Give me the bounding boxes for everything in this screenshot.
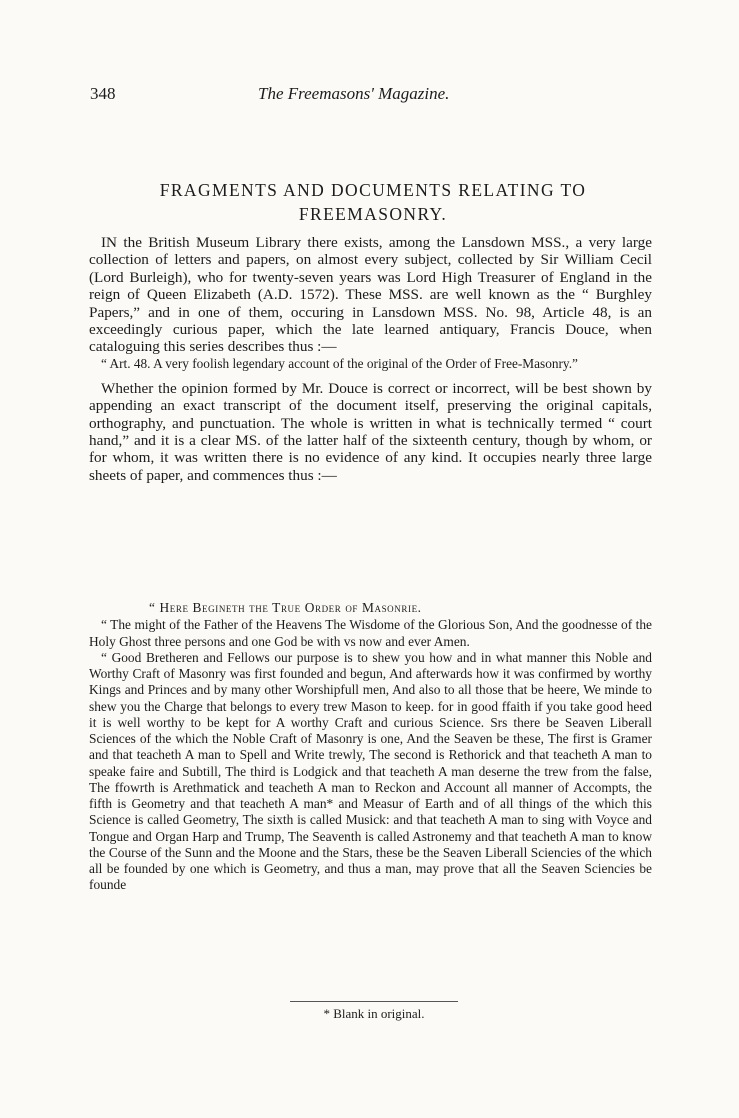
page-header: [90, 84, 650, 106]
article-title-line-1: FRAGMENTS AND DOCUMENTS RELATING TO: [159, 180, 587, 200]
second-paragraph: Whether the opinion formed by Mr. Douce is correct or incorrect, will be best shown by appending an exact transcript of the document itself, preserving the original capitals, orthography, and punctuation. The whole is written in what is technically termed “ court hand,” and it is a clear MS. of the latter half of the sixteenth century, though by whom, or for whom, it was written there is no evidence of any kind. It occupies nearly three large sheets of paper, and commences thus :—: [89, 379, 652, 484]
article-title-line-2: FREEMASONRY.: [298, 204, 448, 224]
running-title: The Freemasons' Magazine.: [258, 84, 450, 103]
transcript-heading: “ Here Begineth the True Order of Masonrie.: [149, 600, 422, 615]
transcript-invocation: “ The might of the Father of the Heavens The Wisdome of the Glorious Son, And the goodnesse of the Holy Ghost three persons and one God be with vs now and ever Amen.: [89, 617, 652, 649]
page-number: 348: [90, 84, 116, 103]
transcript-body: “ Good Bretheren and Fellows our purpose is to shew you how and in what manner this Noble and Worthy Craft of Masonry was first founded and begun, And afterwards how it was confirmed by worthy Kings and Princes and by many other Worshipfull men, And also to all those that be heere, We minde to shew you the Charge that belongs to every trew Mason to keep. for in good ffaith if you take good heed it is well worthy to be kept for A worthy Craft and curious Science. Srs there be Seaven Liberall Sciences of the which the Noble Craft of Masonry is one, And the Seaven be these, The first is Gramer and that teacheth A man to Spell and Write trewly, The second is Rethorick and that teacheth A man to speake faire and Subtill, The third is Lodgick and that teacheth A man deserne the trew from the false, The ffowrth is Arethmatick and teacheth A man to Reckon and Account all manner of Accompts, the fifth is Geometry and that teacheth A man* and Measur of Earth and of all things of the which this Science is called Geometry, The sixth is called Musick: and that teacheth A man to sing with Voyce and Tongue and Organ Harp and Trump, The Seaventh is called Astronemy and that teacheth A man to know the Course of the Sunn and the Moone and the Stars, these be the Seaven Liberall Sciencies of the which all be founded by one which is Geometry, and thus a man, may prove that all the Seaven Sciencies be founde: [89, 649, 652, 893]
intro-paragraph: IN the British Museum Library there exists, among the Lansdown MSS., a very large collection of letters and papers, on almost every subject, collected by Sir William Cecil (Lord Burleigh), who for twenty-seven years was Lord High Treasurer of England in the reign of Queen Elizabeth (A.D. 1572). These MSS. are well known as the “ Burghley Papers,” and in one of them, occuring in Lansdown MSS. No. 98, Article 48, is an exceedingly curious paper, which the late learned antiquary, Francis Douce, when cataloguing this series describes thus :—: [89, 234, 652, 356]
footnote-rule: [290, 1001, 458, 1002]
manuscript-transcript: [89, 600, 652, 894]
footnote: * Blank in original.: [323, 1006, 425, 1021]
douce-quote: “ Art. 48. A very foolish legendary account of the original of the Order of Free-Masonry.”: [101, 355, 578, 371]
article-body: [89, 234, 652, 484]
article-title: [86, 178, 660, 226]
